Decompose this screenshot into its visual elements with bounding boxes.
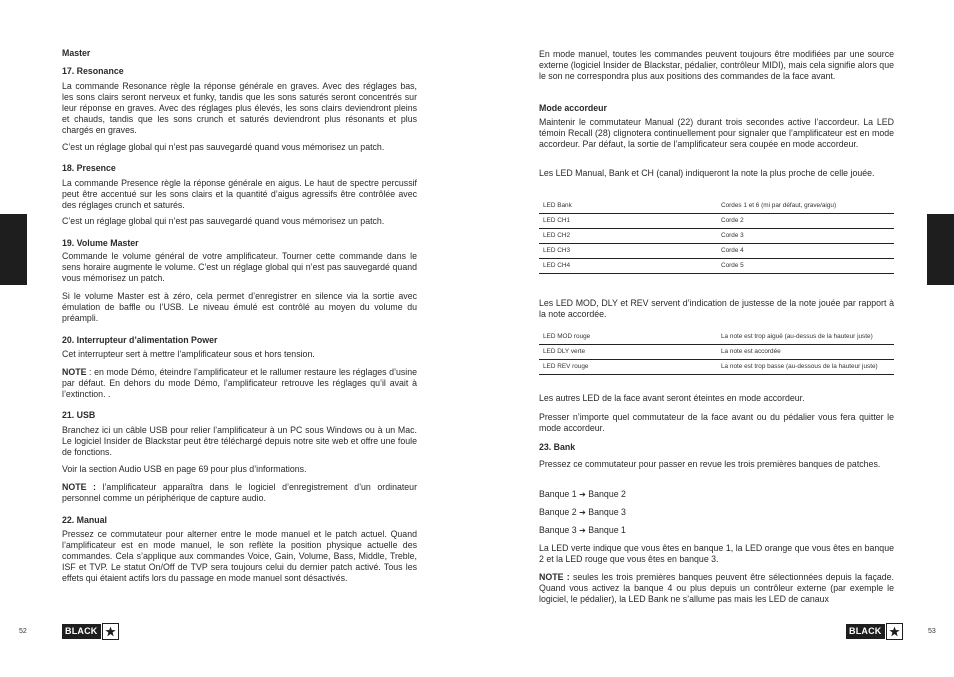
section-21-paragraph-1: Branchez ici un câble USB pour relier l’amplificateur à un PC sous Windows ou à un Mac. Le logiciel Insider de Blackstar peut être téléchargé depuis notre site web et offre une foule de fonctions. <box>62 425 417 457</box>
section-23-paragraph-2: La LED verte indique que vous êtes en banque 1, la LED orange que vous êtes en banque 2 et la LED rouge que vous êtes en banque 3. <box>539 543 894 564</box>
table-row: LED MOD rouge La note est trop aiguë (au-dessus de la hauteur juste) <box>539 330 894 345</box>
logo-wordmark: BLACK <box>62 624 101 639</box>
table-row: LED DLY verte La note est accordée <box>539 345 894 360</box>
note-label: NOTE : <box>539 572 570 582</box>
tuner-string-table <box>539 199 894 274</box>
section-21-note <box>62 482 417 504</box>
bank-line: Banque 3 ➔ Banque 1 <box>539 525 626 535</box>
tuner-paragraph-2: Les LED Manual, Bank et CH (canal) indiqueront la note la plus proche de celle jouée. <box>539 168 875 178</box>
section-23-paragraph-1: Pressez ce commutateur pour passer en revue les trois premières banques de patches. <box>539 459 881 469</box>
section-20-paragraph-1: Cet interrupteur sert à mettre l’amplificateur sous et hors tension. <box>62 349 315 359</box>
right-side-label: Français <box>935 240 945 276</box>
note-text: seules les trois premières banques peuvent être sélectionnées depuis la façade. Quand vous activez la banque 4 ou plus depuis un contrôleur externe (par exemple le logiciel, le pédalier), la LED Bank ne s’allume pas mais les LED de canaux <box>539 572 894 604</box>
master-heading: Master <box>62 48 91 58</box>
section-17-paragraph-1: La commande Resonance règle la réponse générale en graves. Avec des réglages bas, les sons clairs seront nerveux et funky, tandis que les sons saturés seront concentrés sur leur réponse en graves. Avec des réglages plus élevés, les sons clairs deviendront pleins et chauds, tandis que les sons crunch et saturés deviendront plus résonants et plus chargés en graves. <box>62 81 417 135</box>
section-23-note <box>539 572 894 605</box>
table-row: LED CH1 Corde 2 <box>539 214 894 229</box>
section-17-title: 17. Resonance <box>62 66 124 76</box>
section-22-title: 22. Manual <box>62 515 107 525</box>
arrow-right-icon: ➔ <box>579 490 586 499</box>
section-21-title: 21. USB <box>62 410 96 420</box>
section-23-title: 23. Bank <box>539 442 576 452</box>
left-side-label: Français <box>9 244 19 280</box>
section-21-paragraph-2: Voir la section Audio USB en page 69 pour plus d’informations. <box>62 464 307 474</box>
manual-mode-continuation: En mode manuel, toutes les commandes peuvent toujours être modifiées par une source externe (logiciel Insider de Blackstar, pédalier, contrôleur MIDI), mais cela signifie alors que le son ne correspondra plus aux positions des commandes de la face avant. <box>539 49 894 81</box>
note-text: : en mode Démo, éteindre l’amplificateur et le rallumer restaure les réglages d’usine par défaut. En dehors du mode Démo, l’amplificateur retrouve les réglages qu’il avait à l’extinction. . <box>62 367 417 399</box>
page-number-left: 52 <box>19 628 27 635</box>
tuner-after-paragraph-1: Les autres LED de la face avant seront éteintes en mode accordeur. <box>539 393 805 403</box>
blackstar-logo-right <box>846 623 903 640</box>
note-label: NOTE : <box>62 482 96 492</box>
table-row: LED CH4 Corde 5 <box>539 259 894 274</box>
section-19-title: 19. Volume Master <box>62 238 139 248</box>
tuner-paragraph-1: Maintenir le commutateur Manual (22) durant trois secondes active l’accordeur. La LED témoin Recall (28) clignotera continuellement pour signaler que l’amplificateur est en mode accordeur. Par défaut, la sortie de l’amplificateur sera coupée en mode accordeur. <box>539 117 894 149</box>
blackstar-logo-left <box>62 623 119 640</box>
bank-line: Banque 1 ➔ Banque 2 <box>539 489 626 499</box>
section-19-paragraph-1: Commande le volume général de votre amplificateur. Tourner cette commande dans le sens horaire augmente le volume. C’est un réglage global qui n’est pas sauvegardé quand vous mémorisez un patch. <box>62 251 417 283</box>
star-icon <box>886 623 903 640</box>
tuner-mode-title: Mode accordeur <box>539 103 607 113</box>
star-icon <box>102 623 119 640</box>
bank-line: Banque 2 ➔ Banque 3 <box>539 507 626 517</box>
arrow-right-icon: ➔ <box>579 508 586 517</box>
logo-wordmark: BLACK <box>846 624 885 639</box>
section-18-paragraph-2: C’est un réglage global qui n’est pas sauvegardé quand vous mémorisez un patch. <box>62 216 385 226</box>
section-20-note <box>62 367 417 400</box>
tuner-accuracy-paragraph: Les LED MOD, DLY et REV servent d’indication de justesse de la note jouée par rapport à la note accordée. <box>539 298 894 319</box>
section-19-paragraph-2: Si le volume Master est à zéro, cela permet d’enregistrer en silence via la sortie avec émulation de baffle ou l’USB. Le niveau émulé est contrôlé au moyen du volume du préampli. <box>62 291 417 323</box>
section-22-paragraph-1: Pressez ce commutateur pour alterner entre le mode manuel et le patch actuel. Quand l’amplificateur est en mode manuel, le son reflète la position physique actuelle des commandes. Cela s’applique aux commandes Voice, Gain, Volume, Bass, Middle, Treble, ISF et TVP. Le statut On/Off de TVP sera toujours celui du dernier patch activé. Tous les effets qui étaient actifs lors du passage en mode manuel sont désactivés. <box>62 529 417 583</box>
note-label: NOTE <box>62 367 87 377</box>
tuner-after-paragraph-2: Presser n’importe quel commutateur de la face avant ou du pédalier vous fera quitter le mode accordeur. <box>539 412 894 433</box>
table-row: LED REV rouge La note est trop basse (au-dessous de la hauteur juste) <box>539 360 894 375</box>
section-18-paragraph-1: La commande Presence règle la réponse générale en aigus. Le haut de spectre percussif peut être accentué sur les sons clairs et la quantité d’aigus agressifs être contrôlée avec des réglages crunch et saturés. <box>62 178 417 210</box>
table-row: LED CH3 Corde 4 <box>539 244 894 259</box>
table-row: LED CH2 Corde 3 <box>539 229 894 244</box>
section-17-paragraph-2: C’est un réglage global qui n’est pas sauvegardé quand vous mémorisez un patch. <box>62 142 385 152</box>
table-row: LED Bank Cordes 1 et 6 (mi par défaut, grave/aigu) <box>539 199 894 214</box>
tuner-accuracy-table <box>539 330 894 375</box>
note-text: l’amplificateur apparaîtra dans le logiciel d’enregistrement d’un ordinateur personnel comme un périphérique de capture audio. <box>62 482 418 503</box>
section-18-title: 18. Presence <box>62 163 116 173</box>
arrow-right-icon: ➔ <box>579 526 586 535</box>
section-20-title: 20. Interrupteur d’alimentation Power <box>62 335 218 345</box>
page-number-right: 53 <box>928 628 936 635</box>
